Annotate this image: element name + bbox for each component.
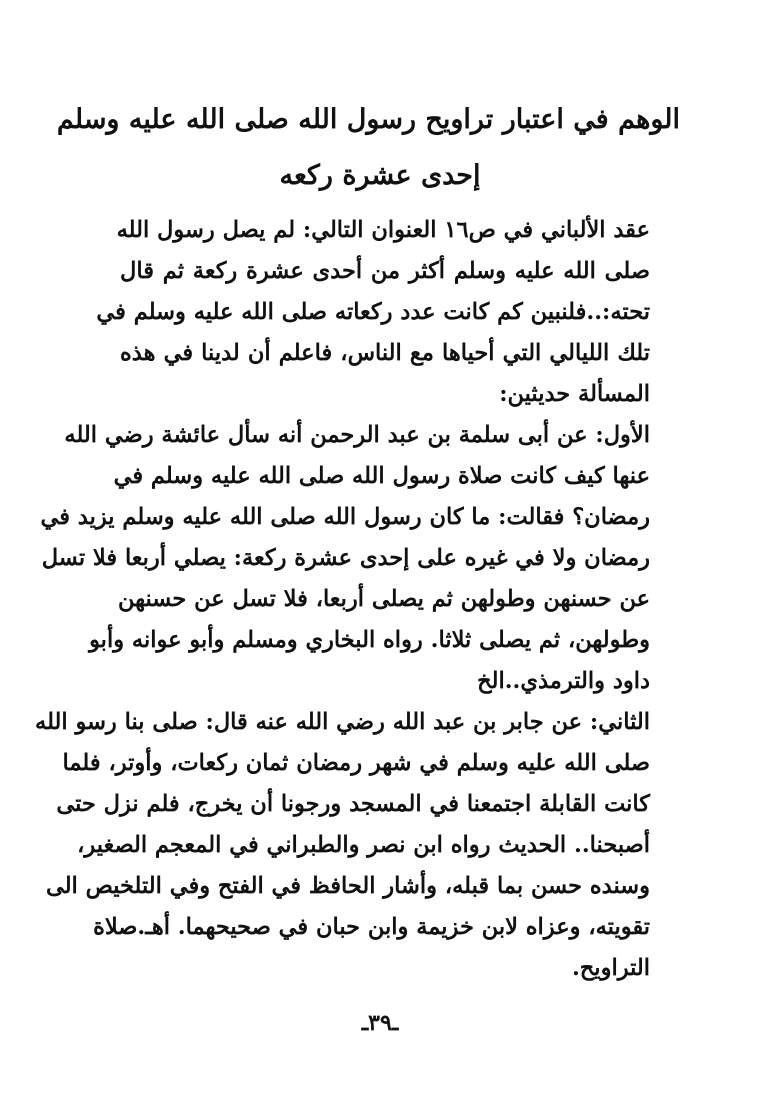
paragraph-line: كانت القابلة اجتمعنا في المسجد ورجونا أن يخرج، فلم نزل حتى: [56, 791, 650, 817]
title-line-1: الوهم في اعتبار تراويح رسول الله صلى الله عليه وسلم: [56, 104, 680, 135]
paragraph-line: المسألة حديثين:: [499, 381, 650, 407]
paragraph-line: أصبحنا.. الحديث رواه ابن نصر والطبراني في المعجم الصغير،: [77, 832, 650, 858]
paragraph-line: الثاني: عن جابر بن عبد الله رضي الله عنه قال: صلى بنا رسو الله: [35, 709, 650, 735]
paragraph-line: تحته:..فلنبين كم كانت عدد ركعاته صلى الله عليه وسلم في: [96, 299, 650, 325]
paragraph-line: صلى الله عليه وسلم في شهر رمضان ثمان ركعات، وأوتر، فلما: [62, 750, 650, 776]
paragraph-line: عن حسنهن وطولهن ثم يصلى أربعا، فلا تسل عن حسنهن: [117, 586, 650, 612]
paragraph-line: وسنده حسن بما قبله، وأشار الحافظ في الفتح وفي التلخيص الى: [45, 873, 650, 899]
paragraph-line: التراويح.: [571, 955, 650, 981]
title-line-2: إحدى عشرة ركعه: [279, 160, 481, 191]
page-title: [56, 92, 680, 204]
paragraph-line: تقويته، وعزاه لابن خزيمة وابن حبان في صحيحهما. أهـ.صلاة: [93, 914, 650, 940]
paragraph-line: وطولهن، ثم يصلى ثلاثا. رواه البخاري ومسلم وأبو عوانه وأبو: [89, 627, 650, 653]
body-text: [35, 210, 650, 989]
paragraph-line: الأول: عن أبى سلمة بن عبد الرحمن أنه سأل عائشة رضي الله: [64, 422, 650, 448]
paragraph-line: داود والترمذي..الخ: [477, 668, 650, 694]
paragraph-line: صلى الله عليه وسلم أكثر من أحدى عشرة ركعة ثم قال: [120, 258, 650, 284]
paragraph-line: رمضان؟ فقالت: ما كان رسول الله صلى الله عليه وسلم يزيد في: [40, 504, 650, 530]
page-number: ـ٣٩ـ: [361, 1010, 399, 1036]
paragraph-line: رمضان ولا في غيره على إحدى عشرة ركعة: يصلي أربعا فلا تسل: [41, 545, 650, 571]
paragraph-line: عقد الألباني في ص١٦ العنوان التالي: لم يصل رسول الله: [116, 217, 650, 243]
paragraph-line: عنها كيف كانت صلاة رسول الله صلى الله عليه وسلم في: [113, 463, 650, 489]
paragraph-line: تلك الليالي التي أحياها مع الناس، فاعلم أن لدينا في هذه: [120, 340, 650, 366]
